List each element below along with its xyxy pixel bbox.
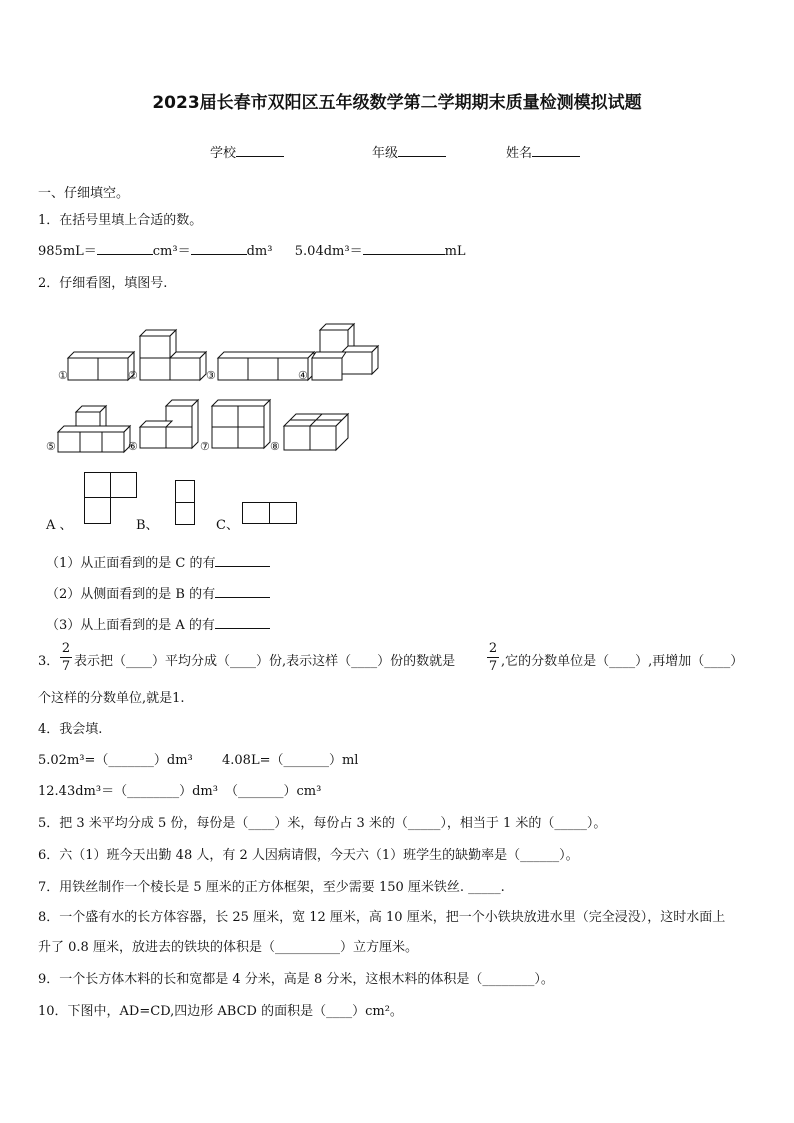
question-10: 10．下图中，AD=CD,四边形 ABCD 的面积是（____）cm²。 [38,1004,403,1019]
school-field: 学校 [210,142,284,161]
question-8-line-1: 8．一个盛有水的长方体容器，长 25 厘米，宽 12 厘米，高 10 厘米，把一个小铁块放进水里（完全浸没），这时水面上 [38,910,726,925]
figure-label-8: ⑧ [270,440,280,453]
question-7: 7．用铁丝制作一个棱长是 5 厘米的正方体框架，至少需要 150 厘米铁丝. _____. [38,880,505,895]
option-b-label: B、 [136,518,159,533]
question-3-text-2: ,它的分数单位是（____）,再增加（____） [501,654,744,669]
view-b-figure [175,480,197,526]
question-4-line-1b: 4.08L=（_______）ml [222,753,359,768]
figure-label-2: ② [128,369,138,382]
grade-field: 年级 [372,142,446,161]
figure-label-7: ⑦ [200,440,210,453]
subquestion-3: （3）从上面看到的是 A 的有 [46,614,270,633]
cube-figure-8 [278,408,358,454]
fraction-2-7-b: 2 7 [488,641,498,674]
subquestion-2: （2）从侧面看到的是 B 的有 [46,583,270,602]
cube-figure-6 [132,396,204,454]
view-a-figure [84,472,140,526]
figure-label-1: ① [58,369,68,382]
question-1-answers: 985mL＝ cm³＝ dm³ 5.04dm³＝ mL [38,240,466,259]
figure-label-3: ③ [206,369,216,382]
question-8-line-2: 升了 0.8 厘米，放进去的铁块的体积是（__________）立方厘米。 [38,940,418,955]
option-c-label: C、 [216,518,239,533]
cube-figure-1 [58,348,138,384]
page-title: 2023届长春市双阳区五年级数学第二学期期末质量检测模拟试题 [152,93,642,113]
option-a-label: A 、 [46,518,73,533]
question-9: 9．一个长方体木料的长和宽都是 4 分米，高是 8 分米，这根木料的体积是（________）。 [38,972,554,987]
question-3-text: 表示把（____）平均分成（____）份,表示这样（____）份的数就是 [74,654,456,669]
question-1: 1．在括号里填上合适的数。 [38,213,203,228]
cube-figure-7 [204,396,278,454]
cube-figure-4 [302,322,386,384]
section-heading: 一、仔细填空。 [38,186,130,201]
cube-figure-5 [48,404,132,454]
view-c-figure [242,502,300,526]
question-3-number: 3． [38,654,60,669]
figure-label-6: ⑥ [128,440,138,453]
question-4: 4．我会填. [38,722,103,737]
fraction-2-7-a: 2 7 [61,641,71,674]
cube-figure-2 [130,326,210,384]
question-6: 6．六（1）班今天出勤 48 人，有 2 人因病请假，今天六（1）班学生的缺勤率是（______）。 [38,848,579,863]
subquestion-1: （1）从正面看到的是 C 的有 [46,552,270,571]
name-field: 姓名 [506,142,580,161]
question-4-line-2a: 12.43dm³＝（________）dm³ [38,784,218,799]
question-2: 2．仔细看图，填图号. [38,276,168,291]
question-5: 5．把 3 米平均分成 5 份，每份是（____）米，每份占 3 米的（_____），相当于 1 米的（_____）。 [38,816,607,831]
question-3-text-3: 个这样的分数单位,就是1. [38,691,185,706]
question-4-line-1a: 5.02m³=（_______）dm³ [38,753,193,768]
figure-label-5: ⑤ [46,440,56,453]
figure-label-4: ④ [298,369,308,382]
question-4-line-2b: （_______）cm³ [225,784,322,799]
